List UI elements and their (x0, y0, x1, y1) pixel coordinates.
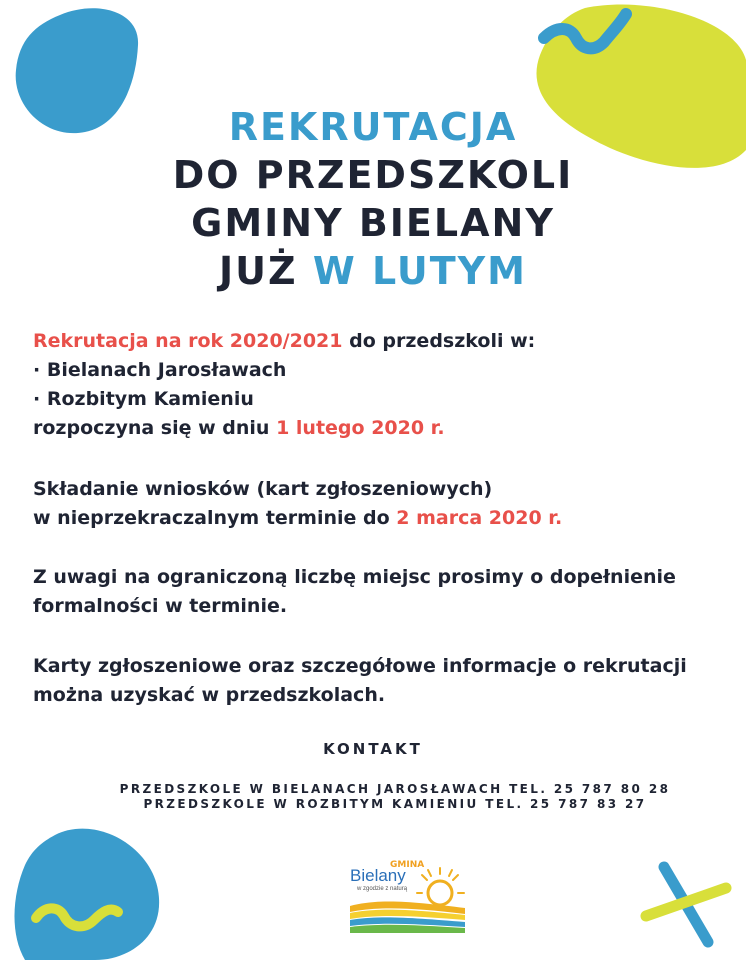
recruitment-intro-rest: do przedszkoli w: (342, 330, 536, 352)
bullet-bielany: · Bielanach Jarosławach (33, 359, 287, 381)
applications-line-1: Składanie wniosków (kart zgłoszeniowych) (33, 478, 493, 500)
paragraph-recruitment (33, 327, 723, 443)
title-line-4-highlight: W LUTYM (312, 249, 527, 293)
forms-info-line-1: Karty zgłoszeniowe oraz szczegółowe informacje o rekrutacji (33, 655, 687, 677)
title-line-4-prefix: JUŻ (219, 249, 313, 293)
limited-places-line-1: Z uwagi na ograniczoną liczbę miejsc prosimy o dopełnienie (33, 566, 676, 588)
title-line-3: GMINY BIELANY (191, 201, 555, 245)
deadline-prefix: w nieprzekraczalnym terminie do (33, 507, 397, 529)
start-date-prefix: rozpoczyna się w dniu (33, 417, 277, 439)
contact-phones (0, 782, 746, 812)
applications-line-2 (33, 504, 723, 533)
sun-icon (417, 868, 464, 905)
title-line-2: DO PRZEDSZKOLI (172, 153, 574, 197)
bullet-rozbity-kamien: · Rozbitym Kamieniu (33, 388, 254, 410)
title-line-1: REKRUTACJA (228, 105, 518, 149)
contact-line-rozbity-kamien: PRZEDSZKOLE W ROZBITYM KAMIENIU TEL. 25 787 83 27 (143, 797, 647, 811)
title-line-4 (0, 249, 746, 293)
paragraph-limited-places (33, 563, 723, 621)
contact-line-bielany: PRZEDSZKOLE W BIELANACH JAROSŁAWACH TEL. 25 787 80 28 (119, 782, 671, 796)
contact-heading: KONTAKT (323, 740, 423, 758)
start-date: 1 lutego 2020 r. (276, 417, 445, 439)
deadline-date: 2 marca 2020 r. (396, 507, 563, 529)
limited-places-line-2: formalności w terminie. (33, 595, 288, 617)
paragraph-applications (33, 475, 723, 533)
blue-blob-bottom-left (14, 829, 159, 960)
logo-gmina-text: GMINA (390, 860, 425, 870)
forms-info-line-2: można uzyskać w przedszkolach. (33, 684, 386, 706)
logo-tagline-text: w zgodzie z naturą (357, 886, 408, 892)
logo-name-text: Bielany (350, 866, 406, 885)
recruitment-year: Rekrutacja na rok 2020/2021 (33, 330, 343, 352)
start-date-line (33, 414, 723, 443)
landscape-stripes-icon (350, 902, 465, 933)
recruitment-intro-line (33, 327, 723, 356)
paragraph-forms-info (33, 652, 723, 710)
